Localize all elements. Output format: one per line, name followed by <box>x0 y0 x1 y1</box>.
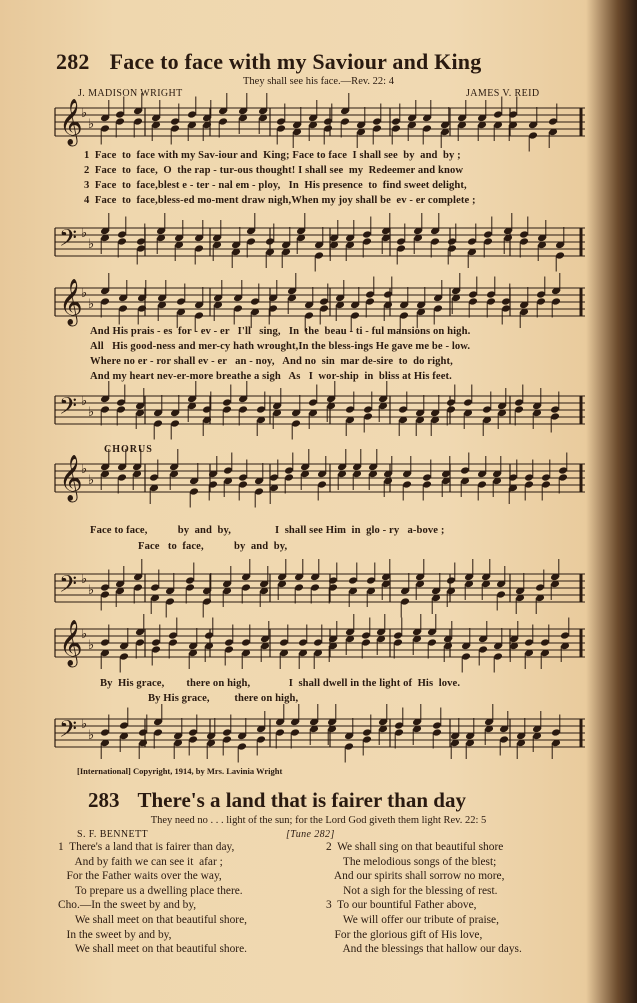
treble-clef-icon: 𝄞 <box>59 620 83 666</box>
flat-icon: ♭ <box>81 286 88 301</box>
flat-icon: ♭ <box>88 117 95 132</box>
treble-staff <box>55 455 585 508</box>
flat-icon: ♭ <box>81 627 88 642</box>
flat-icon: ♭ <box>81 226 88 241</box>
verse-line: To prepare us a dwelling place there. <box>58 884 243 897</box>
copyright-notice: [International] Copyright, 1914, by Mrs. Lavinia Wright <box>77 766 283 776</box>
chorus-upper-line: Face to face, by and by, I shall see Him in glo - ry a-bove ; <box>90 525 445 536</box>
verse-line: And our spirits shall sorrow no more, <box>326 870 505 883</box>
composer-credit: JAMES V. REID <box>466 88 540 99</box>
flat-icon: ♭ <box>81 394 88 409</box>
bass-clef-icon: 𝄢 <box>59 570 78 603</box>
chorus-label: CHORUS <box>104 444 153 455</box>
verse-line: And the blessings that hallow our days. <box>326 943 522 956</box>
treble-clef-icon: 𝄞 <box>59 279 83 325</box>
flat-icon: ♭ <box>88 473 95 488</box>
verse-3-line: 3 Face to face,blest e - ter - nal em - ploy, In His presence to find sweet delight, <box>84 180 467 191</box>
tune-reference: [Tune 282] <box>286 829 335 840</box>
flat-icon: ♭ <box>81 106 88 121</box>
scripture-reference: They need no . . . light of the sun; for the Lord God giveth them light Rev. 22: 5 <box>150 815 487 826</box>
flat-icon: ♭ <box>88 638 95 653</box>
verse-line: Not a sigh for the blessing of rest. <box>326 884 498 897</box>
treble-staff <box>55 279 585 332</box>
flat-icon: ♭ <box>88 728 95 743</box>
flat-icon: ♭ <box>88 297 95 312</box>
verse-line: The melodious songs of the blest; <box>326 855 497 868</box>
verse-line: For the glorious gift of His love, <box>326 928 483 941</box>
verse-4-line: And my heart nev-er-more breathe a sigh As I wor-ship in bliss at His feet. <box>90 371 452 382</box>
chorus-upper-line: By His grace, there on high, I shall dwell in the light of His love. <box>100 678 461 689</box>
lyricist-credit: J. MADISON WRIGHT <box>78 88 183 99</box>
verse-line: Cho.—In the sweet by and by, <box>58 899 197 912</box>
chorus-lower-line: By His grace, there on high, <box>148 693 299 704</box>
bass-staff <box>55 713 585 763</box>
verse-line: And by faith we can see it afar ; <box>58 855 223 868</box>
treble-clef-icon: 𝄞 <box>59 99 83 145</box>
music-system-4 <box>55 620 585 763</box>
verse-line: 1 There's a land that is fairer than day, <box>58 841 235 853</box>
verse-3-line: Where no er - ror shall ev - er an - noy, And no sin mar de-sire to do right, <box>90 356 453 367</box>
verse-1-line: And His prais - es for - ev - er I'll sing, In the beau - ti - ful mansions on high. <box>90 326 471 337</box>
hymn-number: 282 <box>56 49 90 74</box>
verse-4-line: 4 Face to face,bless-ed mo-ment draw nigh,When my joy shall be ev - er complete ; <box>84 195 476 206</box>
author-credit: S. F. BENNETT <box>77 829 149 840</box>
flat-icon: ♭ <box>81 462 88 477</box>
bass-staff <box>55 568 585 618</box>
flat-icon: ♭ <box>88 583 95 598</box>
flat-icon: ♭ <box>81 572 88 587</box>
verse-line: We shall meet on that beautiful shore, <box>58 914 247 926</box>
bass-clef-icon: 𝄢 <box>59 392 78 425</box>
hymn-number: 283 <box>88 788 120 812</box>
flat-icon: ♭ <box>88 237 95 252</box>
verse-2-line: All His good-ness and mer-cy hath wrought,In the bless-ings He gave me be - low. <box>90 341 471 352</box>
treble-clef-icon: 𝄞 <box>59 455 83 501</box>
chorus-lower-line: Face to face, by and by, <box>138 541 288 552</box>
hymn-title: Face to face with my Saviour and King <box>109 49 482 74</box>
hymn-title: There's a land that is fairer than day <box>137 788 466 812</box>
hymn-283-heading <box>88 788 466 813</box>
verse-2-line: 2 Face to face, O the rap - tur-ous thought! I shall see my Redeemer and know <box>84 165 464 176</box>
flat-icon: ♭ <box>88 405 95 420</box>
bass-staff <box>55 222 585 272</box>
verse-line: For the Father waits over the way, <box>58 870 222 883</box>
verse-line: 3 To our bountiful Father above, <box>326 899 477 912</box>
verse-line: We will offer our tribute of praise, <box>326 914 499 926</box>
bass-staff <box>55 390 585 440</box>
treble-staff <box>55 99 585 152</box>
flat-icon: ♭ <box>81 717 88 732</box>
bass-clef-icon: 𝄢 <box>59 715 78 748</box>
music-system-3 <box>55 455 585 628</box>
verse-line: 2 We shall sing on that beautiful shore <box>326 841 504 853</box>
verse-line: In the sweet by and by, <box>58 928 172 941</box>
hymn-282-heading <box>56 49 481 75</box>
verse-1-line: 1 Face to face with my Sav-iour and King; Face to face I shall see by and by ; <box>84 150 461 161</box>
bass-clef-icon: 𝄢 <box>59 224 78 257</box>
verse-line: We shall meet on that beautiful shore. <box>58 943 247 956</box>
scripture-reference: They shall see his face.—Rev. 22: 4 <box>243 76 394 87</box>
treble-staff <box>55 620 585 673</box>
